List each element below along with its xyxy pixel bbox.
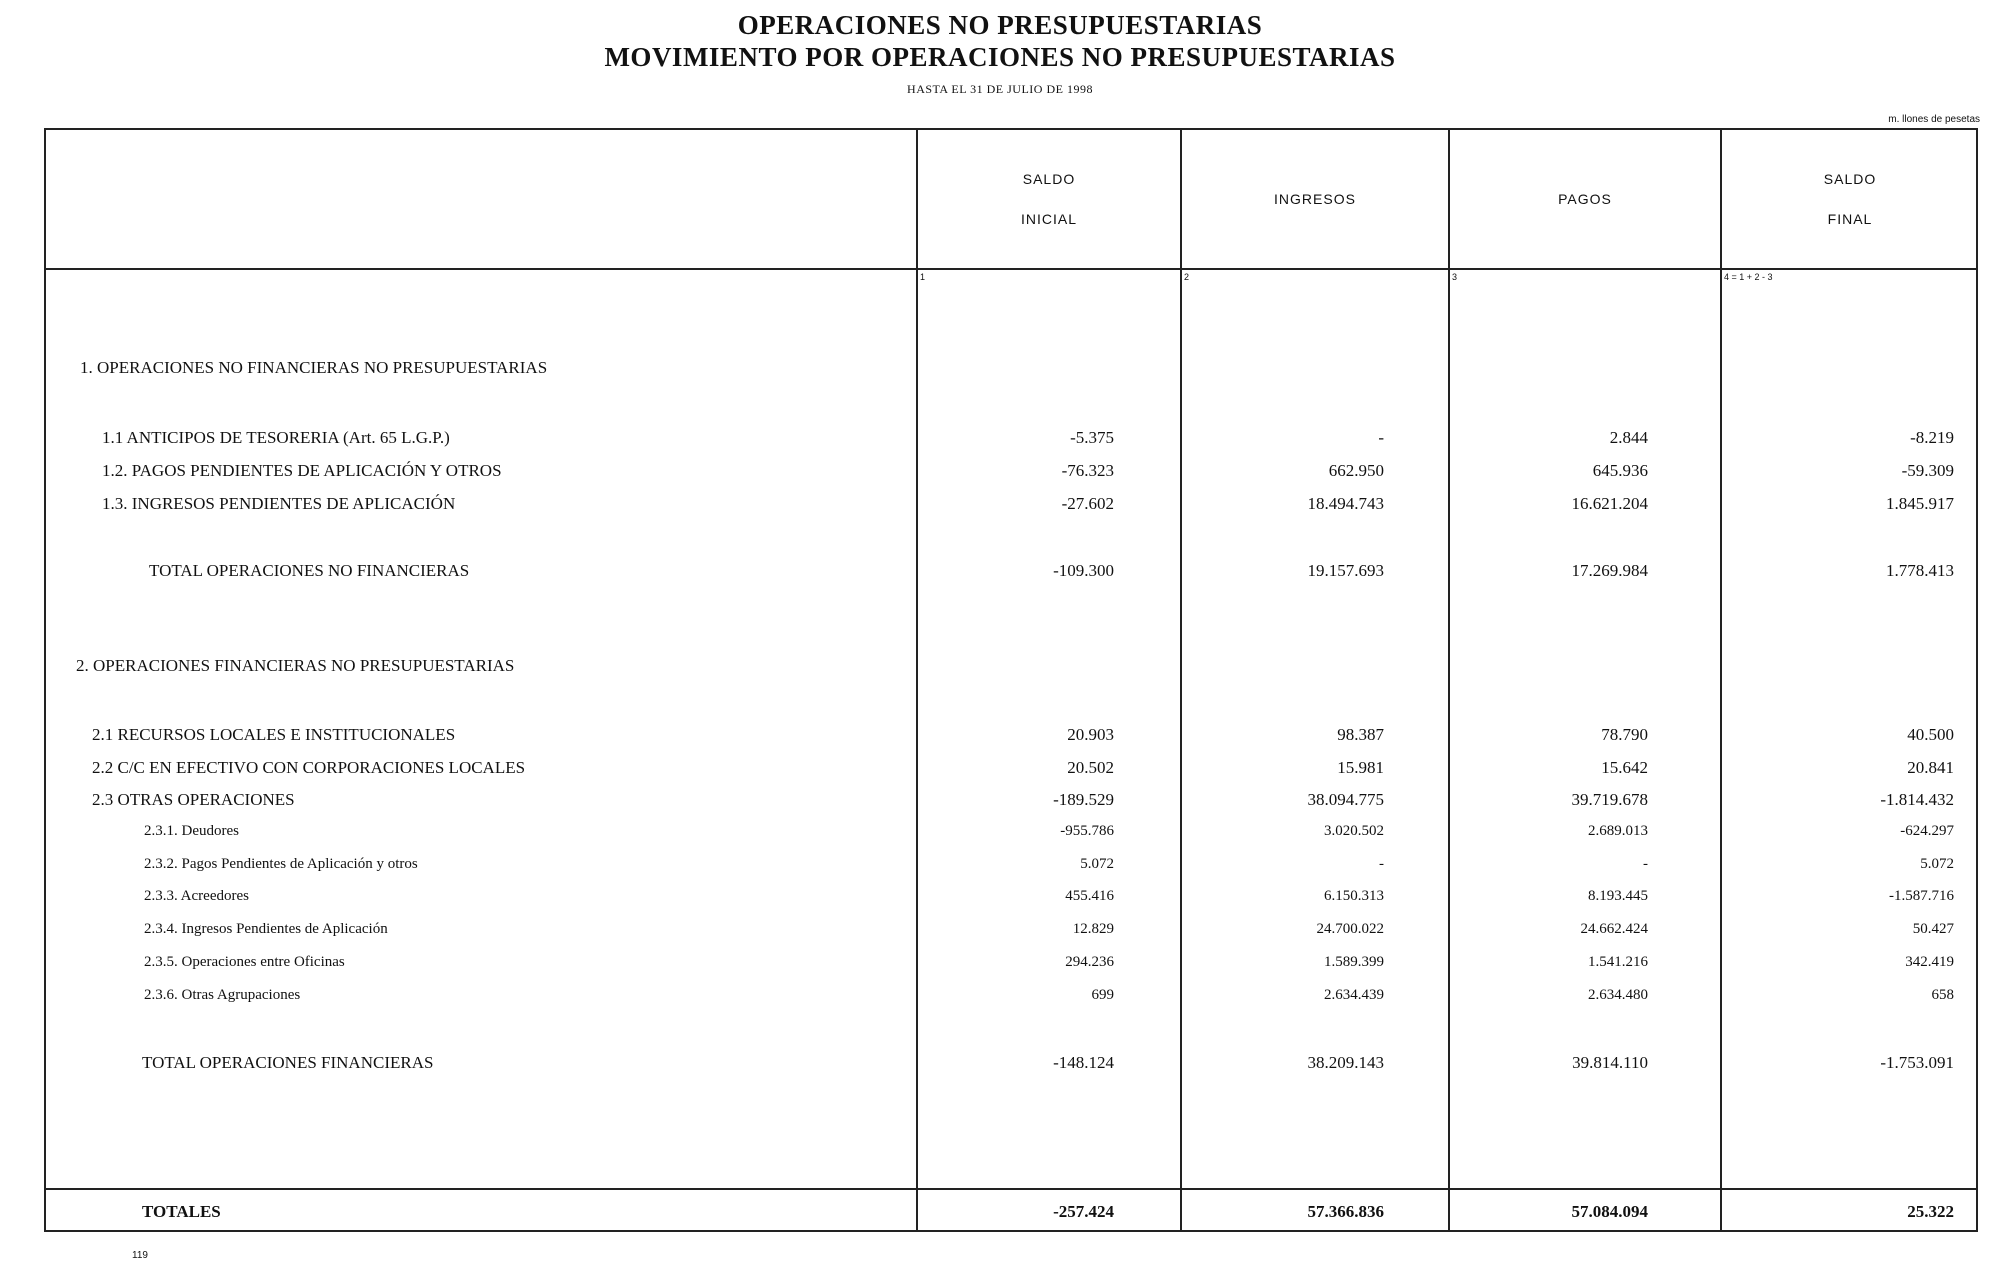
page-title: OPERACIONES NO PRESUPUESTARIAS	[737, 10, 1263, 40]
totals-row: TOTALES -257.424 57.366.836 57.084.094 25.322	[142, 1202, 1954, 1221]
column-header-pagos: PAGOS	[1558, 191, 1612, 207]
column-header-saldo-final: SALDO FINAL	[1823, 171, 1877, 227]
column-number: 4 = 1 + 2 - 3	[1724, 272, 1773, 282]
column-header-ingresos: INGRESOS	[1274, 191, 1356, 207]
table-row: 1.2. PAGOS PENDIENTES DE APLICACIÓN Y OTROS -76.323 662.950 645.936 -59.309	[102, 461, 1954, 480]
totals-divider	[44, 1188, 1978, 1190]
table-row: 2.3.1. Deudores -955.786 3.020.502 2.689.013 -624.297	[144, 823, 1954, 839]
subtotal-row: TOTAL OPERACIONES NO FINANCIERAS -109.300 19.157.693 17.269.984 1.778.413	[149, 561, 1954, 580]
section-heading-row: 2. OPERACIONES FINANCIERAS NO PRESUPUESTARIAS	[76, 656, 515, 675]
table-row: 2.3.6. Otras Agrupaciones 699 2.634.439 2.634.480 658	[144, 987, 1954, 1003]
table-row: 2.3 OTRAS OPERACIONES -189.529 38.094.775 39.719.678 -1.814.432	[92, 790, 1954, 809]
column-header-saldo-inicial: SALDO INICIAL	[1020, 171, 1077, 227]
column-number: 1	[920, 272, 926, 282]
column-number: 3	[1452, 272, 1458, 282]
page-subtitle: MOVIMIENTO POR OPERACIONES NO PRESUPUESTARIAS	[604, 42, 1396, 72]
subtotal-row: TOTAL OPERACIONES FINANCIERAS -148.124 38.209.143 39.814.110 -1.753.091	[142, 1053, 1954, 1072]
table-row: 2.3.4. Ingresos Pendientes de Aplicación 12.829 24.700.022 24.662.424 50.427	[144, 921, 1954, 937]
table-row: 2.3.3. Acreedores 455.416 6.150.313 8.193.445 -1.587.716	[144, 888, 1954, 904]
header-divider	[44, 268, 1978, 270]
table-row: 1.1 ANTICIPOS DE TESORERIA (Art. 65 L.G.P.) -5.375 - 2.844 -8.219	[102, 428, 1954, 447]
table-row: 2.2 C/C EN EFECTIVO CON CORPORACIONES LOCALES 20.502 15.981 15.642 20.841	[92, 758, 1954, 777]
section-heading-row: 1. OPERACIONES NO FINANCIERAS NO PRESUPUESTARIAS	[80, 358, 548, 377]
table-row: 2.3.5. Operaciones entre Oficinas 294.236 1.589.399 1.541.216 342.419	[144, 954, 1954, 970]
date-line: HASTA EL 31 DE JULIO DE 1998	[907, 82, 1093, 96]
table-row: 2.1 RECURSOS LOCALES E INSTITUCIONALES 20.903 98.387 78.790 40.500	[92, 725, 1954, 744]
page-number: 119	[132, 1250, 148, 1261]
units-note: m. llones de pesetas	[1888, 114, 1980, 125]
column-number: 2	[1184, 272, 1190, 282]
table-row: 1.3. INGRESOS PENDIENTES DE APLICACIÓN -27.602 18.494.743 16.621.204 1.845.917	[102, 494, 1954, 513]
table-row: 2.3.2. Pagos Pendientes de Aplicación y otros 5.072 - - 5.072	[144, 856, 1954, 872]
